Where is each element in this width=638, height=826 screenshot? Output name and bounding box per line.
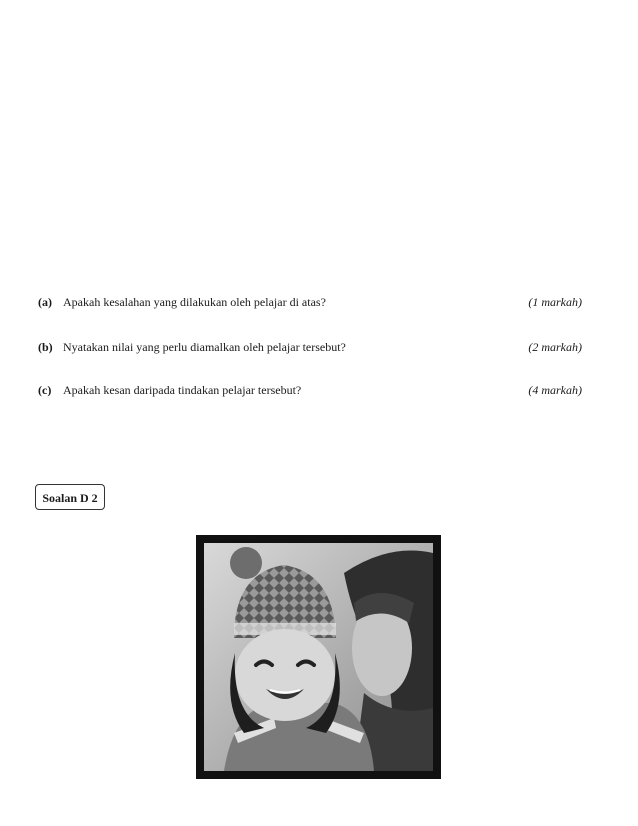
question-b (38, 337, 582, 357)
question-marks: (1 markah) (528, 295, 582, 309)
section-label: Soalan D 2 (35, 484, 105, 510)
question-letter: (c) (38, 383, 52, 397)
question-letter: (b) (38, 340, 53, 354)
photo-child-with-mother-icon (204, 543, 433, 771)
question-a (38, 292, 582, 312)
question-marks: (4 markah) (528, 383, 582, 397)
question-text: Apakah kesalahan yang dilakukan oleh pelajar di atas? (63, 295, 326, 309)
question-marks: (2 markah) (528, 340, 582, 354)
question-text: Apakah kesan daripada tindakan pelajar tersebut? (63, 383, 302, 397)
question-letter: (a) (38, 295, 52, 309)
photo-frame (196, 535, 441, 779)
question-c (38, 380, 582, 400)
question-text: Nyatakan nilai yang perlu diamalkan oleh pelajar tersebut? (63, 340, 346, 354)
